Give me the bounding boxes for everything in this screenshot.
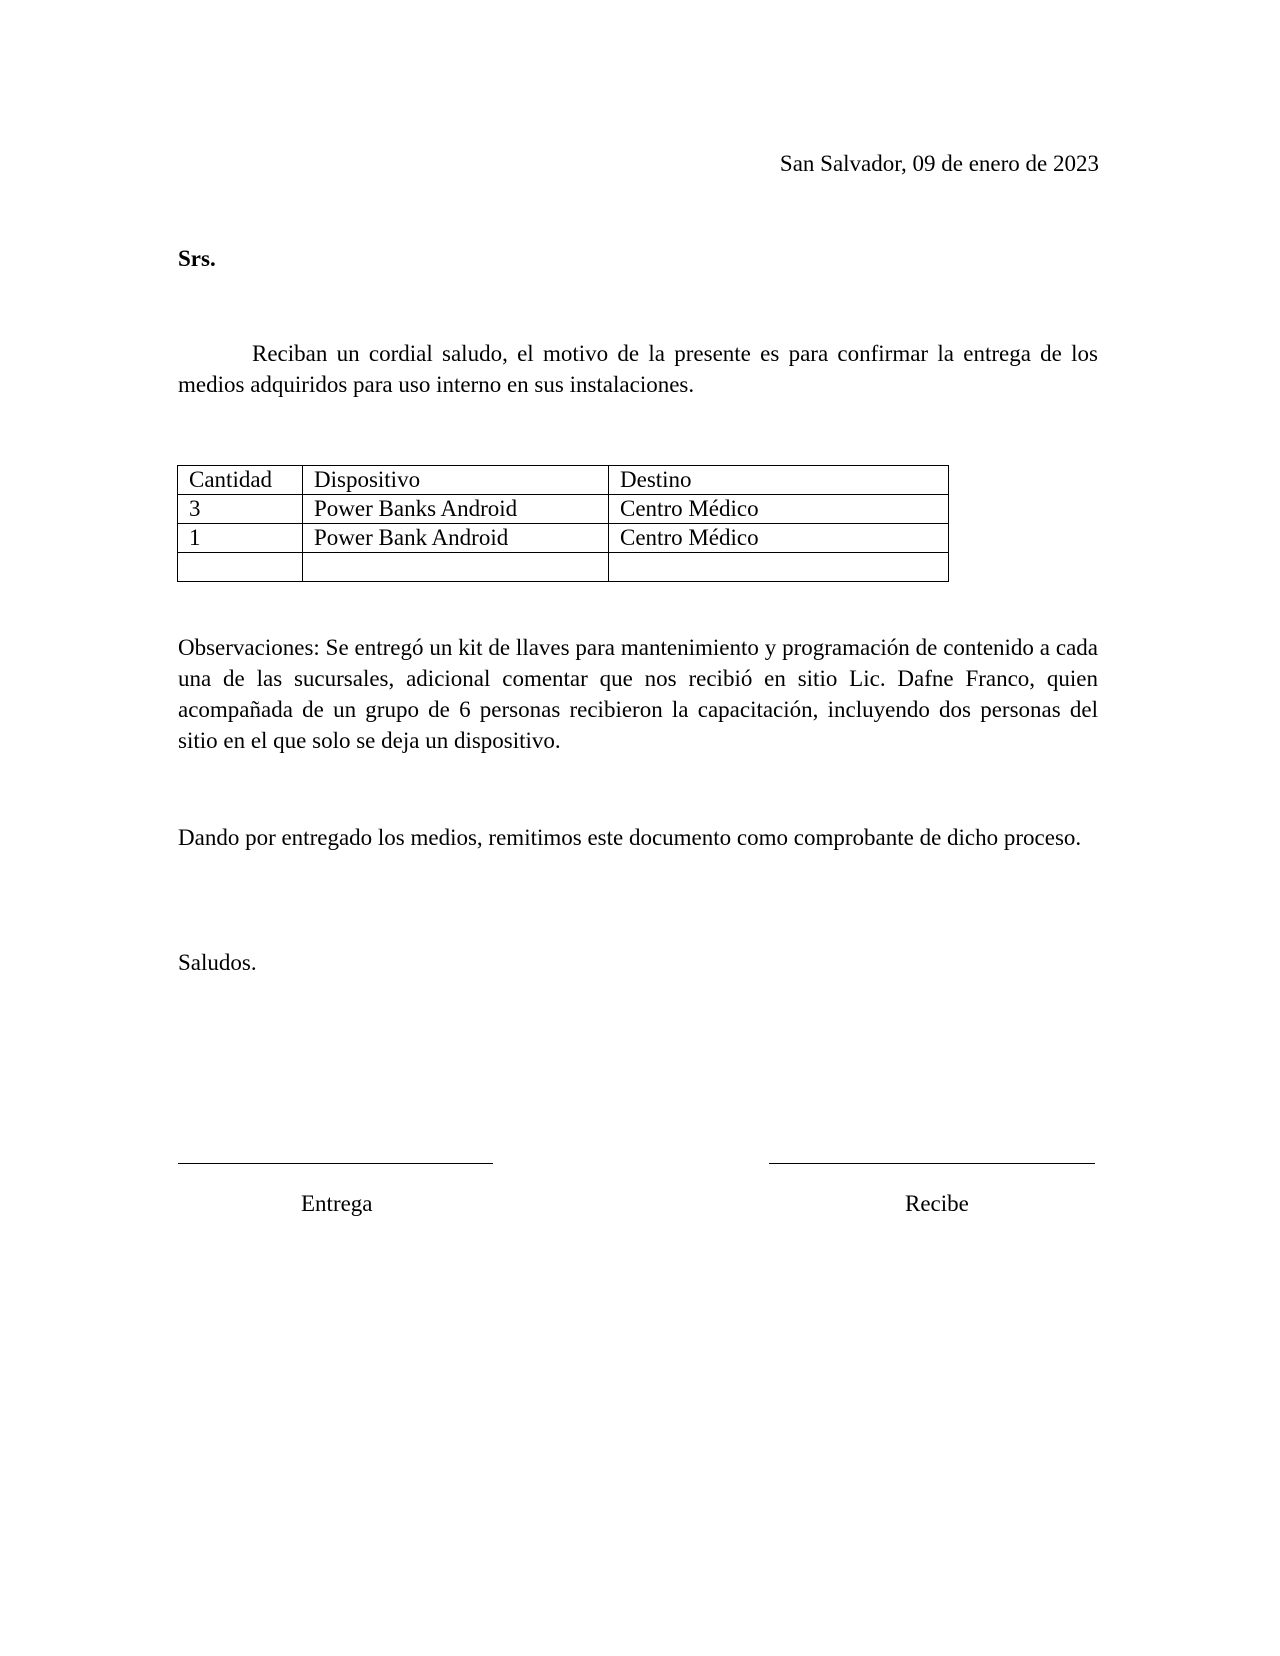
signature-label-entrega: Entrega xyxy=(301,1191,373,1216)
cell-destination xyxy=(609,553,949,582)
cell-device xyxy=(303,553,609,582)
table-row xyxy=(178,524,949,553)
observations-paragraph: Observaciones: Se entregó un kit de llaves para mantenimiento y programación de contenido a cada una de las sucursales, adicional comentar que nos recibió en sitio Lic. Dafne Franco, quien acompañada de un grupo de 6 personas recibieron la capacitación, incluyendo dos personas del sitio en el que solo se deja un dispositivo. xyxy=(178,635,1098,753)
date-line: San Salvador, 09 de enero de 2023 xyxy=(779,151,1099,176)
intro-paragraph: Reciban un cordial saludo, el motivo de la presente es para confirmar la entrega de los medios adquiridos para uso interno en sus instalaciones. xyxy=(178,341,1098,397)
greeting: Srs. xyxy=(178,246,216,271)
cell-quantity xyxy=(178,553,303,582)
table-row xyxy=(178,495,949,524)
table-row xyxy=(178,553,949,582)
closing: Saludos. xyxy=(178,950,257,975)
cell-destination: Centro Médico xyxy=(609,495,949,524)
header-cantidad: Cantidad xyxy=(178,466,303,495)
signature-line-recibe xyxy=(769,1163,1095,1164)
cell-destination: Centro Médico xyxy=(609,524,949,553)
table-header-row xyxy=(178,466,949,495)
devices-table xyxy=(177,465,949,582)
signature-line-entrega xyxy=(178,1163,493,1164)
delivery-paragraph: Dando por entregado los medios, remitimos este documento como comprobante de dicho proceso. xyxy=(178,825,1082,850)
header-destino: Destino xyxy=(609,466,949,495)
cell-quantity: 3 xyxy=(178,495,303,524)
cell-device: Power Banks Android xyxy=(303,495,609,524)
header-dispositivo: Dispositivo xyxy=(303,466,609,495)
cell-quantity: 1 xyxy=(178,524,303,553)
signature-label-recibe: Recibe xyxy=(905,1191,969,1216)
cell-device: Power Bank Android xyxy=(303,524,609,553)
